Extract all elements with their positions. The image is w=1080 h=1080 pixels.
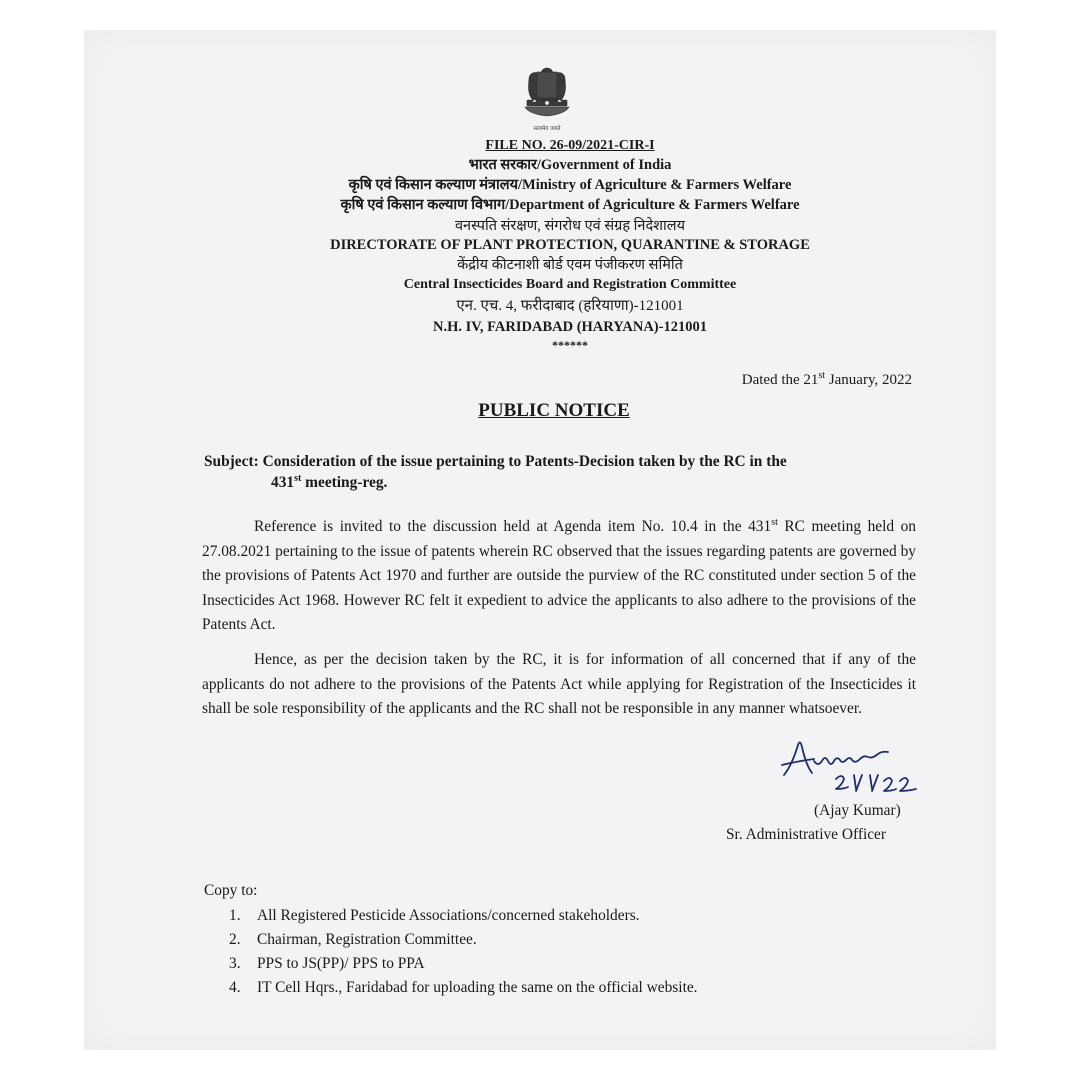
subject-suffix: meeting-reg. bbox=[301, 474, 388, 491]
ministry-line: कृषि एवं किसान कल्याण मंत्रालय/Ministry of Agriculture & Farmers Welfare bbox=[348, 177, 792, 193]
list-item bbox=[229, 976, 698, 1000]
directorate-hindi: वनस्पति संरक्षण, संगरोध एवं संग्रह निदेशालय bbox=[454, 218, 686, 234]
body-paragraph-1 bbox=[202, 515, 916, 638]
p1-part-a: Reference is invited to the discussion held at Agenda item No. 10.4 in the 431 bbox=[254, 518, 772, 535]
government-line: भारत सरकार/Government of India bbox=[468, 157, 672, 173]
cib-english: Central Insecticides Board and Registration Committee bbox=[403, 277, 737, 292]
separator-stars: ****** bbox=[552, 338, 588, 352]
address-english: N.H. IV, FARIDABAD (HARYANA)-121001 bbox=[433, 319, 707, 335]
department-line: कृषि एवं किसान कल्याण विभाग/Department of Agriculture & Farmers Welfare bbox=[340, 197, 800, 213]
body-paragraph-2: Hence, as per the decision taken by the RC, it is for information of all concerned that if any of the applicants do not adhere to the provisions of the Patents Act while applying for Registration of the Insecticides it shall be sole responsibility of the applicants and the RC shall not be responsible in any manner whatsoever. bbox=[202, 651, 916, 718]
subject bbox=[204, 451, 916, 493]
date-line bbox=[742, 372, 912, 389]
emblem-motto: सत्यमेव जयते bbox=[533, 126, 561, 132]
subject-label: Subject: bbox=[204, 453, 259, 470]
subject-line1: Consideration of the issue pertaining to Patents-Decision taken by the RC in the bbox=[262, 453, 787, 470]
list-item-number: 2. bbox=[229, 931, 241, 948]
cib-hindi: केंद्रीय कीटनाशी बोर्ड एवम पंजीकरण समिति bbox=[457, 257, 683, 273]
date-prefix: Dated the 21 bbox=[741, 372, 819, 388]
list-item-number: 4. bbox=[229, 979, 241, 996]
list-item-text: Chairman, Registration Committee. bbox=[257, 931, 477, 948]
list-item-number: 3. bbox=[229, 955, 241, 972]
list-item-number: 1. bbox=[229, 907, 241, 924]
subject-line2 bbox=[204, 472, 916, 493]
directorate-english: DIRECTORATE OF PLANT PROTECTION, QUARANTINE & STORAGE bbox=[330, 237, 810, 253]
subject-sup: st bbox=[294, 472, 302, 484]
notice-title: PUBLIC NOTICE bbox=[478, 400, 630, 421]
signatory-designation: Sr. Administrative Officer bbox=[726, 826, 887, 843]
list-item-text: PPS to JS(PP)/ PPS to PPA bbox=[257, 955, 425, 972]
p1-sup: st bbox=[771, 516, 778, 528]
p1-part-b: RC meeting held on 27.08.2021 pertaining to the issue of patents wherein RC observed that the issues regarding patents are governed by the provisions of Patents Act 1970 and further are outside the purview of the RC constituted under section 5 of the Insecticides Act 1968. However RC felt it expedient to advice the applicants to also adhere to the provisions of the Patents Act. bbox=[202, 518, 916, 634]
handwritten-signature bbox=[778, 735, 948, 803]
list-item bbox=[229, 904, 698, 928]
address-hindi: एन. एच. 4, फरीदाबाद (हरियाणा)-121001 bbox=[456, 298, 684, 314]
subject-meeting-no: 431 bbox=[271, 474, 295, 491]
list-item bbox=[229, 928, 698, 952]
signatory-name: (Ajay Kumar) bbox=[814, 802, 901, 819]
date-suffix: January, 2022 bbox=[825, 372, 912, 388]
date-sup: st bbox=[818, 370, 826, 381]
copy-to-list bbox=[229, 904, 698, 1000]
file-number: FILE NO. 26-09/2021-CIR-I bbox=[485, 138, 655, 153]
list-item-text: IT Cell Hqrs., Faridabad for uploading the same on the official website. bbox=[257, 979, 698, 996]
list-item-text: All Registered Pesticide Associations/concerned stakeholders. bbox=[257, 907, 640, 924]
copy-to-label: Copy to: bbox=[204, 882, 258, 899]
list-item bbox=[229, 952, 698, 976]
national-emblem-icon bbox=[517, 64, 577, 138]
